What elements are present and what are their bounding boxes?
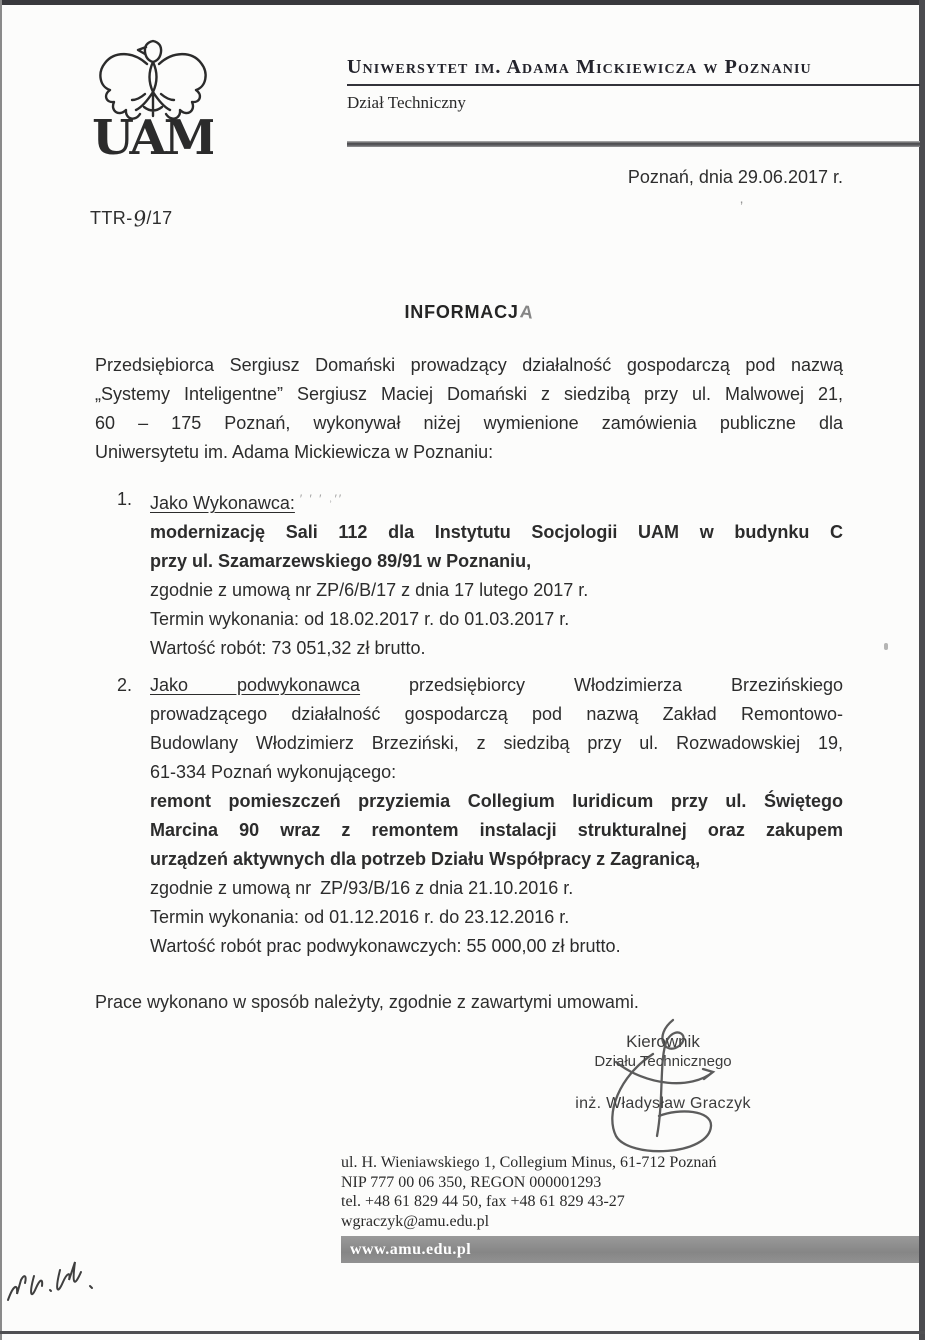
pen-marks: ′ ′ ′ ˒′′	[299, 492, 344, 506]
ref-number-handwritten: 9	[131, 206, 148, 232]
signature-department: Działu Technicznego	[594, 1053, 732, 1070]
signature-block	[543, 1032, 783, 1113]
item2-detail-line: zgodnie z umową nr ZP/93/B/16 z dnia 21.10.2016 r.	[150, 878, 574, 898]
list-item-2	[95, 671, 843, 961]
item1-bold-line: przy ul. Szamarzewskiego 89/91 w Poznaniu,	[150, 551, 532, 571]
intro-line: 60 – 175 Poznań, wykonywał niżej wymienione zamówienia publiczne dla	[95, 413, 843, 433]
title-text: INFORMACJ	[404, 302, 519, 322]
footer-address: ul. H. Wieniawskiego 1, Collegium Minus, 61-712 Poznań	[341, 1154, 717, 1171]
item1-detail-line: Termin wykonania: od 18.02.2017 r. do 01.03.2017 r.	[150, 609, 570, 629]
item1-detail-line: Wartość robót: 73 051,32 zł brutto.	[150, 638, 426, 658]
item-number: 1.	[117, 489, 133, 509]
scan-border-top	[0, 0, 925, 5]
scan-speck	[884, 643, 888, 650]
footer-contact-block	[341, 1153, 716, 1231]
item2-detail-line: Termin wykonania: od 01.12.2016 r. do 23.12.2016 r.	[150, 907, 570, 927]
signature-name: inż. Władysław Graczyk	[575, 1095, 751, 1112]
contracts-list	[95, 485, 843, 961]
item2-detail-line: Wartość robót prac podwykonawczych: 55 000,00 zł brutto.	[150, 936, 621, 956]
item1-bold-line: modernizację Sali 112 dla Instytutu Socjologii UAM w budynku C	[150, 522, 843, 542]
intro-line: Przedsiębiorca Sergiusz Domański prowadzący działalność gospodarczą pod nazwą	[95, 355, 843, 375]
header-rule	[347, 141, 920, 147]
item2-cont-line: prowadzącego działalność gospodarczą pod nazwą Zakład Remontowo-	[150, 704, 843, 724]
department-name: Dział Techniczny	[347, 93, 466, 112]
item2-bold-line: remont pomieszczeń przyziemia Collegium Iuridicum przy ul. Świętego	[150, 791, 843, 811]
reference-number	[90, 205, 173, 232]
scan-border-bottom	[0, 1331, 925, 1334]
item2-cont-line: 61-334 Poznań wykonującego:	[150, 762, 397, 782]
scan-border-right	[919, 0, 925, 1340]
masthead	[347, 56, 920, 147]
university-name: Uniwersytet im. Adama Mickiewicza w Poznaniu	[347, 56, 920, 86]
document-title	[95, 302, 843, 323]
logo-text: UAM	[93, 110, 213, 164]
ref-prefix: TTR-	[90, 208, 133, 228]
closing-statement: Prace wykonano w sposób należyty, zgodnie z zawartymi umowami.	[95, 992, 639, 1012]
uam-logo	[93, 34, 213, 164]
list-item-1	[95, 485, 843, 663]
ref-suffix: /17	[146, 208, 173, 228]
title-last-letter: A	[518, 301, 535, 323]
item1-detail-line: zgodnie z umową nr ZP/6/B/17 z dnia 17 lutego 2017 r.	[150, 580, 589, 600]
website-bar: www.amu.edu.pl	[341, 1236, 919, 1263]
intro-line: „Systemy Inteligentne” Sergiusz Maciej Domański z siedzibą przy ul. Malwowej 21,	[95, 384, 843, 404]
scan-border-left	[0, 0, 2, 1340]
intro-paragraph	[95, 351, 843, 467]
item2-cont-line: Budowlany Włodzimierz Brzeziński, z siedzibą przy ul. Rozwadowskiej 19,	[150, 733, 843, 753]
date-line: Poznań, dnia 29.06.2017 r.	[627, 167, 843, 187]
signature-role: Kierownik	[626, 1032, 700, 1051]
item2-heading-line	[150, 671, 843, 700]
item2-bold-line: Marcina 90 wraz z remontem instalacji strukturalnej oraz zakupem	[150, 820, 843, 840]
item2-heading-rest: przedsiębiorcy Włodzimierza Brzezińskiego	[409, 675, 843, 695]
item1-heading-line	[150, 485, 843, 518]
item1-heading: Jako Wykonawca:	[150, 493, 295, 513]
intro-line: Uniwersytetu im. Adama Mickiewicza w Poznaniu:	[95, 442, 494, 462]
eagle-icon	[93, 34, 213, 164]
item-number: 2.	[117, 675, 133, 695]
item2-heading: Jako podwykonawca	[150, 675, 361, 695]
footer-email: wgraczyk@amu.edu.pl	[341, 1212, 490, 1230]
handwritten-initials-icon	[4, 1260, 104, 1315]
scan-artifact-mark: ’	[740, 198, 744, 214]
footer-tel-fax: tel. +48 61 829 44 50, fax +48 61 829 43-27	[341, 1193, 625, 1210]
footer-nip-regon: NIP 777 00 06 350, REGON 000001293	[341, 1173, 602, 1191]
item2-bold-line: urządzeń aktywnych dla potrzeb Działu Współpracy z Zagranicą,	[150, 849, 701, 869]
